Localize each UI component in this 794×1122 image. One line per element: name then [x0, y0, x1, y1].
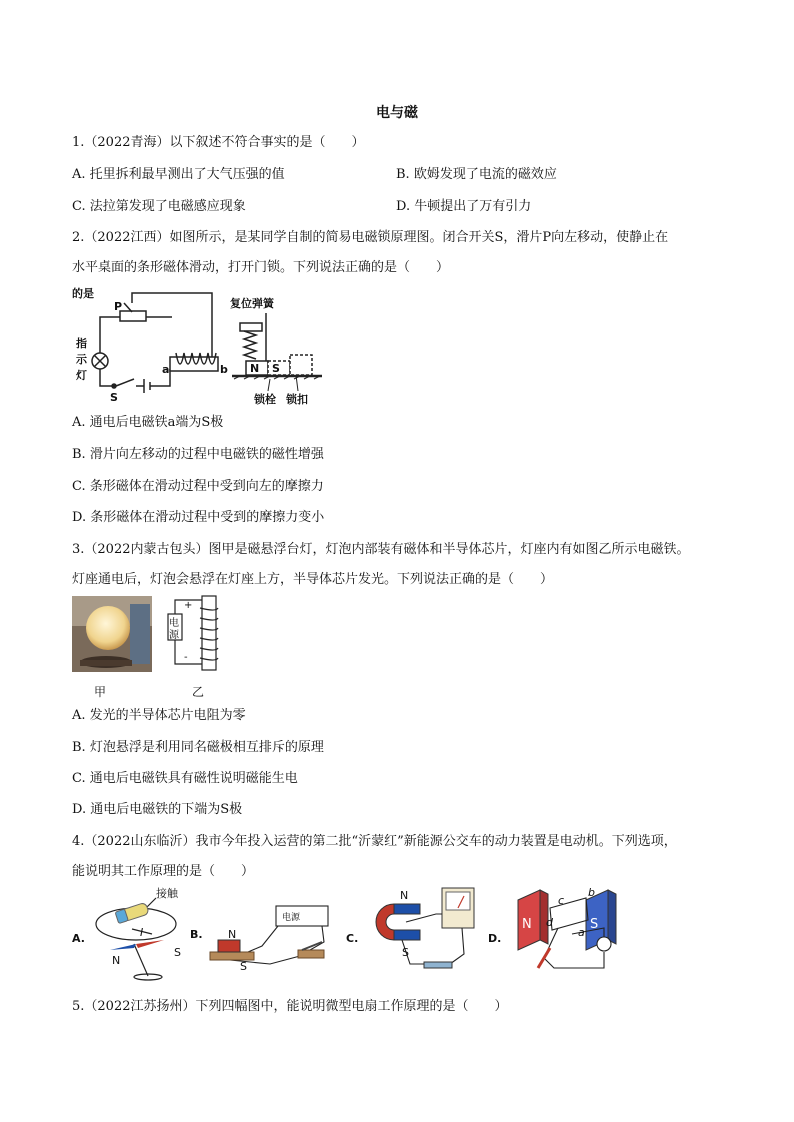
q2-spring-label: 复位弹簧	[230, 297, 274, 310]
q3-source-label-2: 源	[169, 630, 179, 641]
q1-option-a: A. 托里拆利最早测出了大气压强的值	[72, 167, 285, 182]
q2-electromagnetic-lock-figure	[72, 283, 332, 408]
q4-figure-a	[72, 884, 188, 982]
q2-stem-line-1: 2.（2022江西）如图所示，是某同学自制的简易电磁锁原理图。闭合开关S，滑片P向左移动，使静止在	[72, 230, 669, 245]
q4-b-source-label: 电源	[282, 913, 301, 923]
q4-d-wire-d: d	[546, 916, 553, 929]
q4-figure-d	[488, 882, 638, 978]
page-title: 电与磁	[376, 105, 418, 121]
q4-figure-c	[346, 884, 482, 976]
q2-circuit-svg	[72, 283, 332, 408]
q2-option-c: C. 条形磁体在滑动过程中受到向左的摩擦力	[72, 479, 324, 494]
q4-c-n-label: N	[400, 889, 409, 902]
q4-c-letter: C.	[346, 932, 359, 945]
q2-latch-label: 锁扣	[286, 393, 308, 406]
q4-figure-d-svg	[488, 882, 638, 978]
q4-d-s-label: S	[590, 917, 599, 932]
q2-pole-n-label: N	[250, 362, 260, 375]
q1-stem: 1.（2022青海）以下叙述不符合事实的是（ ）	[72, 135, 365, 150]
q2-end-b-label: b	[220, 363, 228, 376]
q4-figure-b-svg	[190, 898, 340, 972]
q2-slider-label: P	[114, 300, 123, 313]
q4-d-wire-a: a	[578, 926, 585, 939]
q2-stem-line-2: 水平桌面的条形磁体滑动，打开门锁。下列说法正确的是（ ）	[72, 260, 450, 275]
q3-option-a: A. 发光的半导体芯片电阻为零	[72, 708, 246, 723]
q4-a-s-label: S	[174, 946, 181, 959]
q3-plus-label: +	[184, 600, 193, 611]
q4-a-letter: A.	[72, 932, 85, 945]
q2-option-b: B. 滑片向左移动的过程中电磁铁的磁性增强	[72, 447, 324, 462]
q2-option-a: A. 通电后电磁铁a端为S极	[72, 415, 224, 430]
q1-option-b: B. 欧姆发现了电流的磁效应	[396, 167, 557, 182]
q4-a-current-label: I	[140, 926, 144, 939]
q3-caption-b: 乙	[192, 685, 205, 699]
q4-d-wire-c: c	[558, 894, 565, 907]
q2-switch-label: S	[110, 391, 118, 404]
q3-caption-a: 甲	[94, 685, 107, 699]
q2-lamp-label-3: 灯	[76, 369, 87, 382]
q3-levitating-lamp-figure	[72, 594, 232, 702]
q4-stem-line-1: 4.（2022山东临沂）我市今年投入运营的第二批“沂蒙红”新能源公交车的动力装置是电动机。下列选项，	[72, 834, 677, 849]
q2-corner-text: 的是	[72, 287, 94, 300]
q4-b-letter: B.	[190, 928, 203, 941]
q3-option-d: D. 通电后电磁铁的下端为S极	[72, 802, 243, 817]
q2-lamp-label-2: 示	[76, 353, 87, 366]
q4-d-wire-b: b	[588, 886, 595, 899]
q4-d-letter: D.	[488, 932, 502, 945]
q3-figure-svg	[72, 594, 232, 702]
q3-option-b: B. 灯泡悬浮是利用同名磁极相互排斥的原理	[72, 740, 324, 755]
q2-lamp-label-1: 指	[76, 337, 87, 350]
q4-b-s-label: S	[240, 960, 247, 972]
q4-figure-c-svg	[346, 884, 482, 976]
q3-stem-line-2: 灯座通电后，灯泡会悬浮在灯座上方，半导体芯片发光。下列说法正确的是（ ）	[72, 572, 554, 587]
q5-stem: 5.（2022江苏扬州）下列四幅图中，能说明微型电扇工作原理的是（ ）	[72, 999, 508, 1014]
q4-c-s-label: S	[402, 946, 409, 959]
q4-a-n-label: N	[112, 954, 121, 967]
q4-figure-a-svg	[72, 884, 188, 982]
q3-minus-label: -	[184, 652, 188, 663]
q2-end-a-label: a	[162, 363, 170, 376]
q3-stem-line-1: 3.（2022内蒙古包头）图甲是磁悬浮台灯，灯泡内部装有磁体和半导体芯片，灯座内有如图乙所示电磁铁。	[72, 542, 690, 557]
q4-a-contact-label: 接触	[156, 887, 178, 900]
q4-d-n-label: N	[522, 917, 532, 932]
q4-stem-line-2: 能说明其工作原理的是（ ）	[72, 864, 255, 879]
q2-pole-s-label: S	[272, 362, 280, 375]
q1-option-c: C. 法拉第发现了电磁感应现象	[72, 199, 246, 214]
q2-bolt-label: 锁栓	[254, 393, 276, 406]
q4-b-n-label: N	[228, 928, 237, 941]
q2-option-d: D. 条形磁体在滑动过程中受到的摩擦力变小	[72, 510, 325, 525]
q4-figure-b	[190, 898, 340, 972]
q3-source-label-1: 电	[169, 618, 179, 629]
q3-option-c: C. 通电后电磁铁具有磁性说明磁能生电	[72, 771, 298, 786]
q1-option-d: D. 牛顿提出了万有引力	[396, 199, 532, 214]
